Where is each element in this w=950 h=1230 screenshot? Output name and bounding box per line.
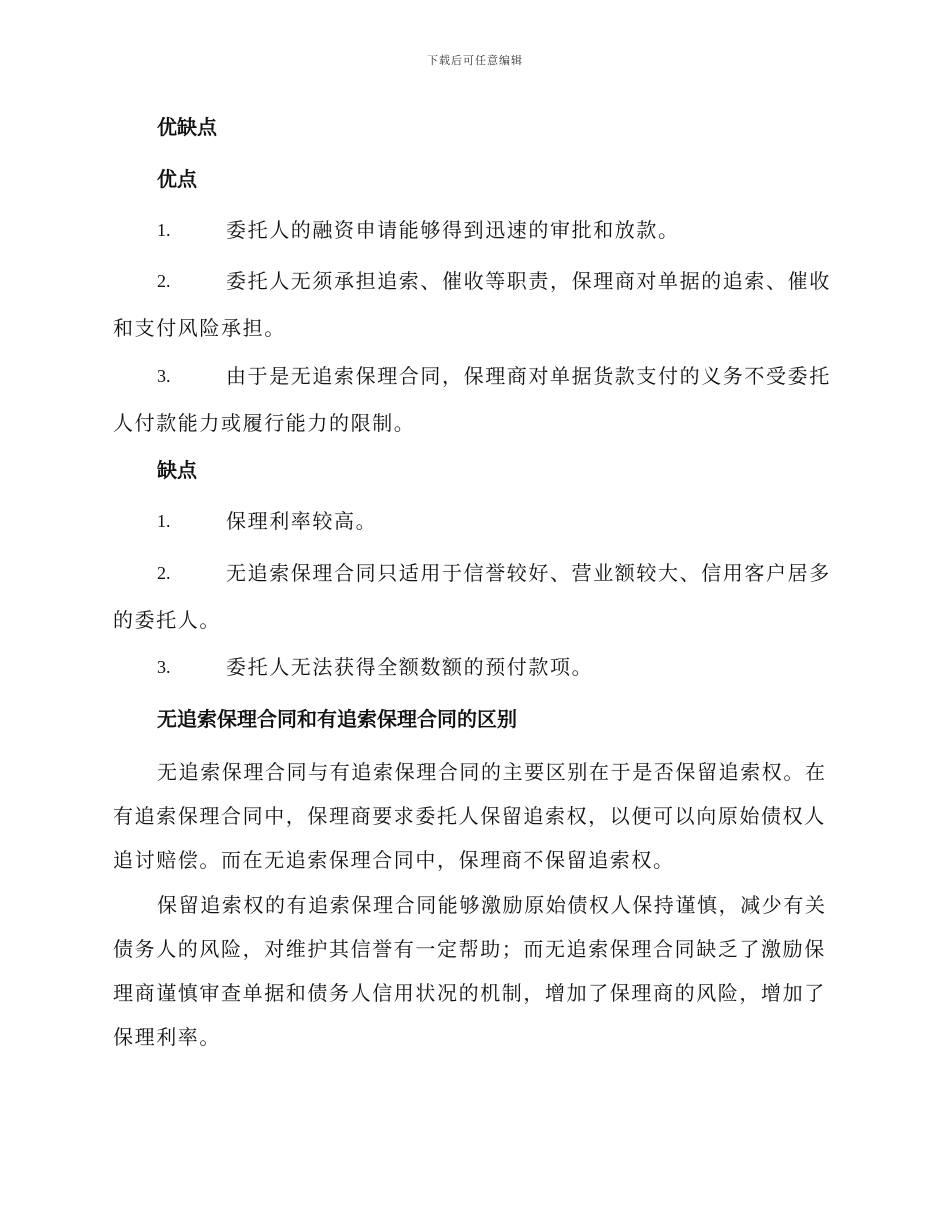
list-number: 1. <box>157 220 171 240</box>
pros-item-3 <box>113 353 835 447</box>
pros-item-2 <box>113 258 835 352</box>
list-text: 由于是无追索保理合同，保理商对单据货款支付的义务不受委托人付款能力或履行能力的限制。 <box>113 364 831 435</box>
list-text: 委托人无须承担追索、催收等职责，保理商对单据的追索、催收和支付风险承担。 <box>113 269 831 340</box>
list-text: 保理利率较高。 <box>226 509 378 533</box>
list-text: 委托人的融资申请能够得到迅速的审批和放款。 <box>226 218 680 242</box>
heading-pros: 优点 <box>157 167 197 191</box>
heading-difference: 无追索保理合同和有追索保理合同的区别 <box>157 707 517 731</box>
paragraph-1: 无追索保理合同与有追索保理合同的主要区别在于是否保留追索权。在有追索保理合同中，保理商要求委托人保留追索权，以便可以向原始债权人追讨赔偿。而在无追索保理合同中，保理商不保留追索权。 <box>113 760 827 872</box>
list-number: 1. <box>157 511 171 531</box>
heading-cons: 缺点 <box>157 458 197 482</box>
cons-item-3 <box>113 644 835 691</box>
paragraph-2: 保留追索权的有追索保理合同能够激励原始债权人保持谨慎，减少有关债务人的风险，对维护其信誉有一定帮助；而无追索保理合同缺乏了激励保理商谨慎审查单据和债务人信用状况的机制，增加了保理商的风险，增加了保理利率。 <box>113 893 827 1049</box>
page-header: 下载后可任意编辑 <box>427 54 523 67</box>
list-number: 2. <box>157 563 171 583</box>
list-number: 3. <box>157 657 171 677</box>
pros-item-1 <box>113 207 835 254</box>
list-number: 2. <box>157 271 171 291</box>
list-text: 委托人无法获得全额数额的预付款项。 <box>226 655 594 679</box>
list-number: 3. <box>157 366 171 386</box>
cons-item-1 <box>113 498 835 545</box>
cons-item-2 <box>113 550 835 644</box>
heading-pros-cons: 优缺点 <box>157 115 217 139</box>
list-text: 无追索保理合同只适用于信誉较好、营业额较大、信用客户居多的委托人。 <box>113 561 831 632</box>
